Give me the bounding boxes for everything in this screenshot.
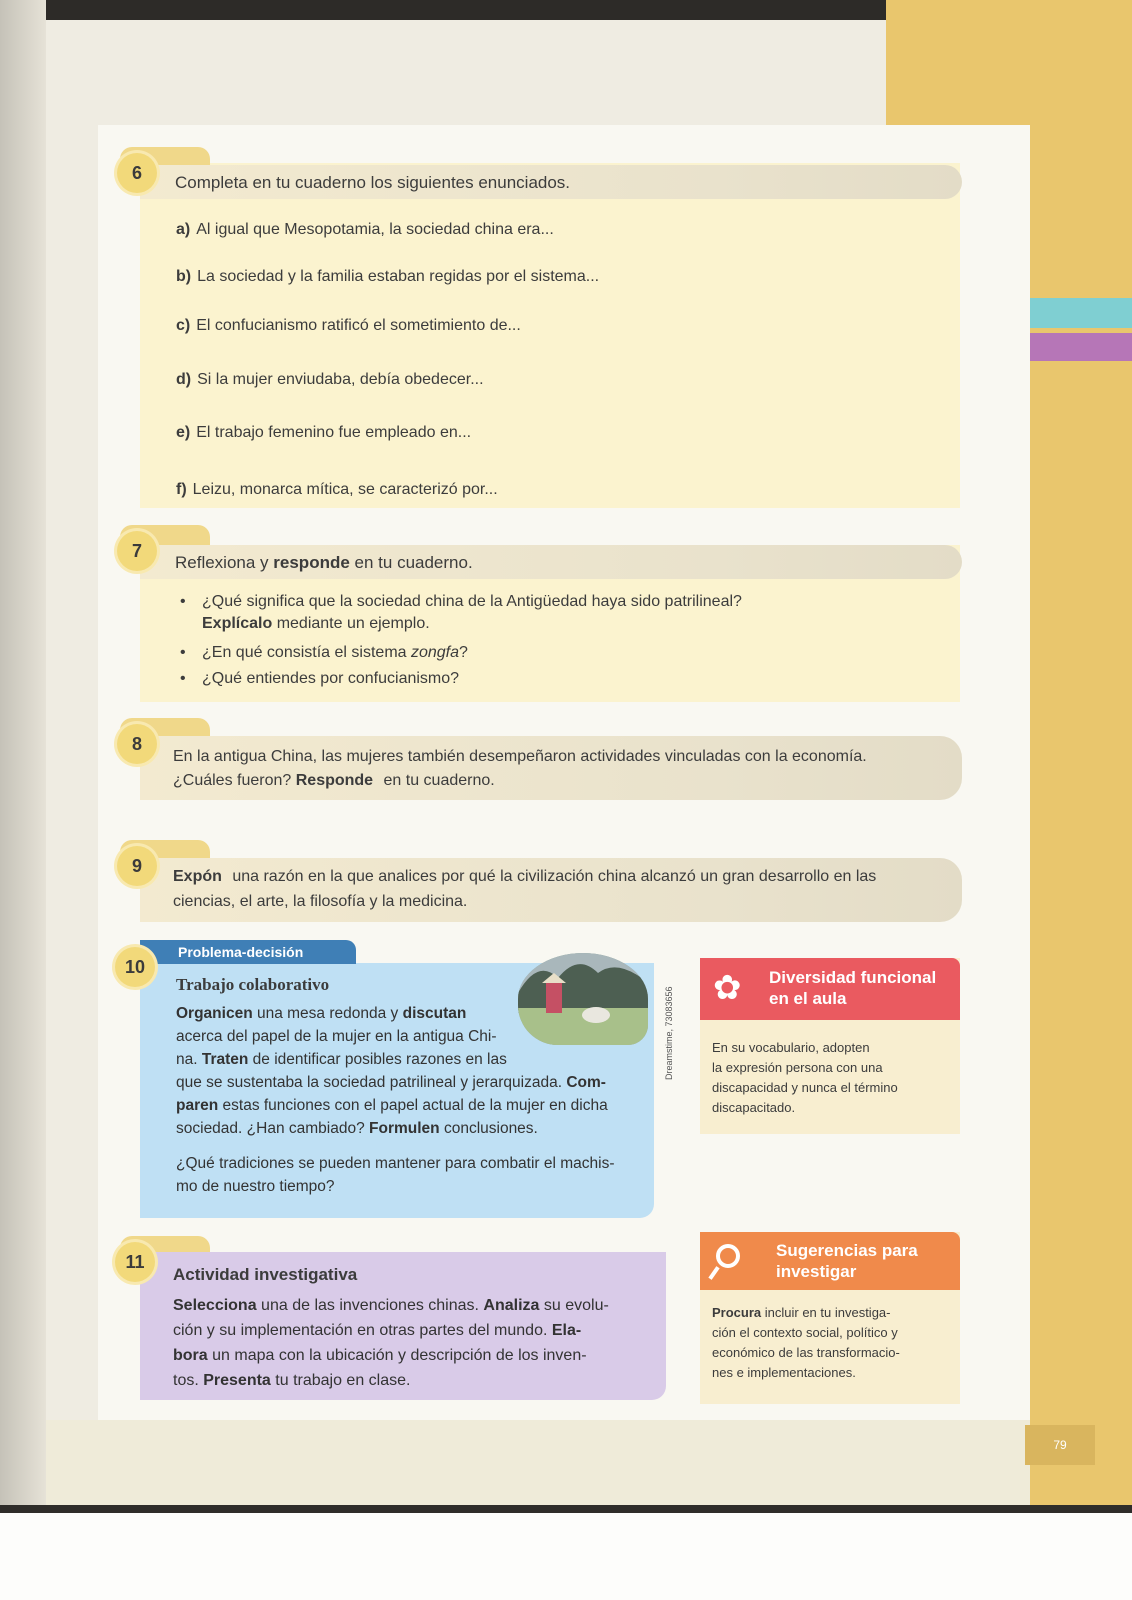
scan-margin	[0, 1513, 1132, 1600]
activity-10-line: Organicen una mesa redonda y discutan	[176, 1005, 467, 1022]
activity-11-line: ción y su implementación en otras partes del mundo. Ela-	[173, 1322, 582, 1339]
activity-7-number: 7	[117, 531, 157, 571]
activity-10-line: que se sustentaba la sociedad patrilineal y jerarquizada. Com-	[176, 1074, 606, 1091]
activity-8-line-1: En la antigua China, las mujeres también desempeñaron actividades vinculadas con la economía.	[173, 748, 867, 765]
page-number: 79	[1025, 1425, 1095, 1465]
activity-6-item-d: d) Si la mujer enviudaba, debía obedecer...	[176, 371, 484, 388]
activity-6-item-e: e) El trabajo femenino fue empleado en...	[176, 424, 472, 441]
activity-11-number: 11	[115, 1242, 155, 1282]
magnifier-icon	[716, 1244, 740, 1268]
flower-icon: ✿	[713, 969, 742, 1007]
activity-7-title: Reflexiona y responde en tu cuaderno.	[175, 553, 473, 572]
activity-9-line-2: ciencias, el arte, la filosofía y la medicina.	[173, 893, 468, 910]
teal-stripe	[1030, 298, 1132, 328]
activity-11-heading: Actividad investigativa	[173, 1265, 358, 1284]
rice-field-photo	[518, 953, 648, 1045]
problema-decision-tag: Problema-decisión	[140, 940, 356, 964]
activity-8-number: 8	[117, 724, 157, 764]
activity-10-line: acerca del papel de la mujer en la antigua Chi-	[176, 1028, 497, 1045]
activity-10-line: paren estas funciones con el papel actual de la mujer en dicha	[176, 1097, 608, 1114]
activity-11-line: Selecciona una de las invenciones chinas. Analiza su evolu-	[173, 1297, 609, 1314]
activity-6-item-f: f) Leizu, monarca mítica, se caracterizó por...	[176, 481, 498, 498]
activity-9-number: 9	[117, 846, 157, 886]
activity-10-heading: Trabajo colaborativo	[176, 975, 330, 994]
activity-8-bar	[140, 736, 962, 800]
purple-stripe	[1030, 333, 1132, 361]
activity-6-item-c: c) El confucianismo ratificó el sometimiento de...	[176, 317, 521, 334]
activity-6-title: Completa en tu cuaderno los siguientes enunciados.	[175, 173, 571, 192]
activity-10-question: mo de nuestro tiempo?	[176, 1178, 335, 1195]
activity-11-text	[173, 1293, 609, 1393]
activity-6-number: 6	[117, 153, 157, 193]
side-box-diversidad-text: En su vocabulario, adopten la expresión persona con una discapacidad y nunca el término discapacitado.	[712, 1040, 898, 1115]
activity-6-item-b: b) La sociedad y la familia estaban regidas por el sistema...	[176, 268, 600, 285]
side-box-diversidad-title: Diversidad funcional en el aula	[769, 968, 937, 1008]
activity-8-line-2: ¿Cuáles fueron? Responde en tu cuaderno.	[173, 772, 495, 789]
side-box-sugerencias-title: Sugerencias para investigar	[776, 1241, 918, 1281]
activity-10-line: na. Traten de identificar posibles razones en las	[176, 1051, 507, 1068]
activity-7-bullet-3: • ¿Qué entiendes por confucianismo?	[180, 670, 460, 687]
activity-7-bullet-1: • ¿Qué significa que la sociedad china de la Antigüedad haya sido patrilineal? Explícalo mediante un ejemplo.	[180, 593, 742, 632]
activity-11-line: bora un mapa con la ubicación y descripción de los inven-	[173, 1347, 587, 1364]
side-box-sugerencias-text: Procura incluir en tu investiga- ción el contexto social, político y económico de las transformacio- nes e implementaciones.	[712, 1305, 900, 1380]
activity-6-item-a: a) Al igual que Mesopotamia, la sociedad china era...	[176, 221, 554, 238]
activity-11-line: tos. Presenta tu trabajo en clase.	[173, 1372, 411, 1389]
activity-10-number: 10	[115, 947, 155, 987]
activity-9-line-1: Expón una razón en la que analices por qué la civilización china alcanzó un gran desarrollo en las	[173, 868, 877, 885]
bottom-strip	[46, 1420, 1030, 1505]
scan-bottom-band	[0, 1505, 1132, 1513]
book-binding-edge	[0, 0, 46, 1510]
activity-6-block	[140, 163, 960, 508]
activity-7-bullet-2: • ¿En qué consistía el sistema zongfa?	[180, 644, 468, 661]
activity-10-line: sociedad. ¿Han cambiado? Formulen conclusiones.	[176, 1120, 538, 1137]
activity-10-question: ¿Qué tradiciones se pueden mantener para combatir el machis-	[176, 1155, 615, 1172]
photo-credit: Dreamstime, 73083656	[664, 986, 674, 1080]
